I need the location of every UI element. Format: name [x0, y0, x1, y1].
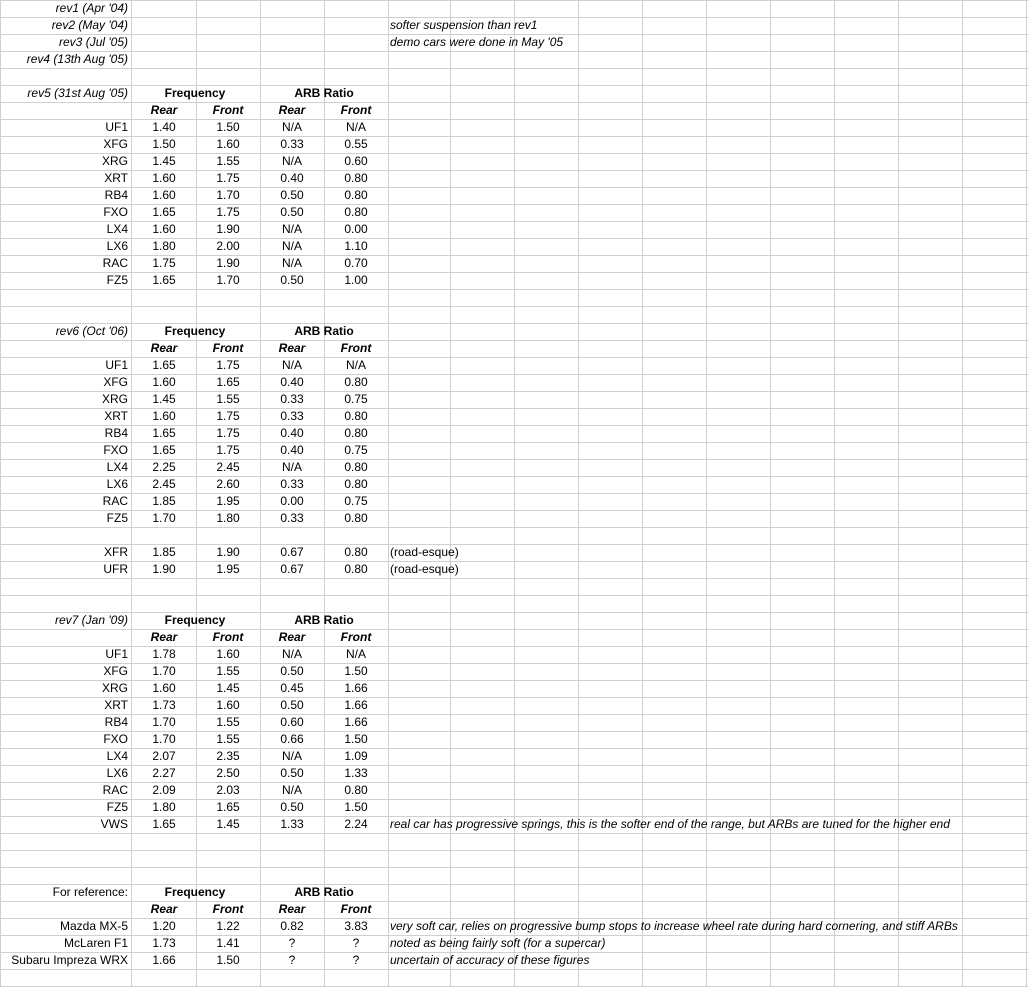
arb-rear[interactable]: N/A: [281, 783, 302, 797]
frequency-rear[interactable]: 1.70: [152, 664, 176, 678]
frequency-front[interactable]: 1.60: [216, 647, 240, 661]
arb-rear[interactable]: 0.67: [280, 562, 304, 576]
arb-front[interactable]: 0.70: [344, 256, 368, 270]
frequency-rear[interactable]: 1.78: [152, 647, 176, 661]
car-note[interactable]: noted as being fairly soft (for a supercar): [390, 936, 606, 950]
sheet-row: [0, 612, 1028, 629]
car-name[interactable]: Subaru Impreza WRX: [11, 953, 128, 967]
frequency-front-header[interactable]: Front: [212, 902, 244, 916]
arb-rear[interactable]: 0.33: [280, 137, 304, 151]
revision-label[interactable]: rev4 (13th Aug '05): [26, 52, 128, 66]
arb-rear[interactable]: N/A: [281, 460, 302, 474]
arb-front[interactable]: 1.10: [344, 239, 368, 253]
frequency-rear[interactable]: 1.66: [152, 953, 176, 967]
arb-front[interactable]: 0.75: [344, 443, 368, 457]
frequency-rear[interactable]: 1.65: [152, 358, 176, 372]
arb-rear[interactable]: 0.50: [280, 188, 304, 202]
arb-front-header[interactable]: Front: [340, 902, 372, 916]
frequency-rear[interactable]: 1.70: [152, 732, 176, 746]
arb-rear[interactable]: ?: [288, 953, 296, 967]
sheet-row: [0, 714, 1028, 731]
car-name[interactable]: RAC: [102, 256, 128, 270]
arb-rear-header[interactable]: Rear: [278, 103, 306, 117]
car-name[interactable]: XRT: [104, 409, 128, 423]
arb-front[interactable]: N/A: [345, 358, 366, 372]
car-name[interactable]: LX6: [106, 239, 128, 253]
arb-rear[interactable]: 0.40: [280, 171, 304, 185]
car-name[interactable]: FZ5: [106, 800, 128, 814]
frequency-front[interactable]: 1.45: [216, 817, 240, 831]
arb-front[interactable]: 0.80: [344, 460, 368, 474]
frequency-front[interactable]: 2.60: [216, 477, 240, 491]
frequency-front-header[interactable]: Front: [212, 341, 244, 355]
sheet-row: [0, 102, 1028, 119]
arb-rear[interactable]: 0.67: [280, 545, 304, 559]
arb-rear[interactable]: 0.33: [280, 409, 304, 423]
arb-rear[interactable]: 0.66: [280, 732, 304, 746]
frequency-header[interactable]: Frequency: [164, 324, 226, 338]
arb-rear[interactable]: N/A: [281, 120, 302, 134]
car-name[interactable]: XFR: [104, 545, 128, 559]
arb-rear[interactable]: ?: [288, 936, 296, 950]
arb-front[interactable]: 0.00: [344, 222, 368, 236]
frequency-front[interactable]: 1.55: [216, 664, 240, 678]
frequency-rear[interactable]: 1.73: [152, 936, 176, 950]
frequency-front[interactable]: 1.65: [216, 800, 240, 814]
car-name[interactable]: UF1: [105, 647, 128, 661]
section-label[interactable]: For reference:: [52, 885, 128, 899]
frequency-front[interactable]: 1.60: [216, 698, 240, 712]
frequency-rear[interactable]: 2.25: [152, 460, 176, 474]
arb-front[interactable]: 1.50: [344, 800, 368, 814]
frequency-rear[interactable]: 1.70: [152, 715, 176, 729]
frequency-front[interactable]: 1.70: [216, 188, 240, 202]
revision-note[interactable]: demo cars were done in May '05: [390, 35, 564, 49]
frequency-front[interactable]: 1.95: [216, 494, 240, 508]
sheet-row: [0, 408, 1028, 425]
arb-rear[interactable]: 0.60: [280, 715, 304, 729]
frequency-front[interactable]: 2.50: [216, 766, 240, 780]
arb-front[interactable]: 1.50: [344, 732, 368, 746]
section-label[interactable]: rev5 (31st Aug '05): [27, 86, 128, 100]
frequency-rear[interactable]: 1.60: [152, 375, 176, 389]
frequency-front[interactable]: 1.60: [216, 137, 240, 151]
arb-front[interactable]: 0.80: [344, 783, 368, 797]
car-name[interactable]: XFG: [103, 664, 128, 678]
frequency-front[interactable]: 1.45: [216, 681, 240, 695]
frequency-rear-header[interactable]: Rear: [150, 341, 178, 355]
car-note[interactable]: uncertain of accuracy of these figures: [390, 953, 590, 967]
car-name[interactable]: FXO: [103, 732, 128, 746]
sheet-row: [0, 204, 1028, 221]
sheet-row: [0, 391, 1028, 408]
arb-front[interactable]: 0.80: [344, 409, 368, 423]
arb-rear[interactable]: 1.33: [280, 817, 304, 831]
arb-rear[interactable]: 0.00: [280, 494, 304, 508]
frequency-front-header[interactable]: Front: [212, 103, 244, 117]
arb-rear[interactable]: 0.50: [280, 800, 304, 814]
arb-ratio-header[interactable]: ARB Ratio: [294, 613, 354, 627]
arb-front[interactable]: 0.80: [344, 188, 368, 202]
arb-ratio-header[interactable]: ARB Ratio: [294, 324, 354, 338]
frequency-rear[interactable]: 1.40: [152, 120, 176, 134]
sheet-row: [0, 51, 1028, 68]
arb-front[interactable]: 3.83: [344, 919, 368, 933]
arb-rear[interactable]: 0.82: [280, 919, 304, 933]
car-name[interactable]: McLaren F1: [63, 936, 128, 950]
sheet-row: [0, 272, 1028, 289]
arb-front[interactable]: 1.66: [344, 681, 368, 695]
car-name[interactable]: LX4: [106, 749, 128, 763]
arb-front[interactable]: 0.80: [344, 477, 368, 491]
frequency-front[interactable]: 1.55: [216, 154, 240, 168]
frequency-rear[interactable]: 1.90: [152, 562, 176, 576]
frequency-rear[interactable]: 1.60: [152, 681, 176, 695]
frequency-front[interactable]: 2.45: [216, 460, 240, 474]
sheet-row: [0, 442, 1028, 459]
sheet-row: [0, 510, 1028, 527]
car-name[interactable]: FZ5: [106, 273, 128, 287]
frequency-rear[interactable]: 1.50: [152, 137, 176, 151]
car-note[interactable]: (road-esque): [390, 545, 459, 559]
revision-label[interactable]: rev3 (Jul '05): [59, 35, 128, 49]
sheet-row: [0, 816, 1028, 833]
frequency-front[interactable]: 1.50: [216, 953, 240, 967]
frequency-front[interactable]: 1.75: [216, 443, 240, 457]
frequency-rear-header[interactable]: Rear: [150, 630, 178, 644]
arb-rear[interactable]: 0.50: [280, 698, 304, 712]
arb-rear[interactable]: 0.40: [280, 375, 304, 389]
frequency-rear[interactable]: 1.75: [152, 256, 176, 270]
section-label[interactable]: rev7 (Jan '09): [55, 613, 128, 627]
sheet-row: [0, 663, 1028, 680]
sheet-row: [0, 34, 1028, 51]
arb-rear[interactable]: 0.45: [280, 681, 304, 695]
frequency-front[interactable]: 1.90: [216, 222, 240, 236]
car-name[interactable]: XRT: [104, 171, 128, 185]
frequency-rear[interactable]: 1.80: [152, 239, 176, 253]
sheet-row: [0, 374, 1028, 391]
sheet-row: [0, 646, 1028, 663]
sheet-row: [0, 731, 1028, 748]
car-name[interactable]: RB4: [104, 715, 128, 729]
frequency-front[interactable]: 2.35: [216, 749, 240, 763]
arb-rear[interactable]: N/A: [281, 358, 302, 372]
arb-front[interactable]: 0.80: [344, 511, 368, 525]
arb-front[interactable]: 0.80: [344, 426, 368, 440]
car-name[interactable]: LX6: [106, 766, 128, 780]
arb-front[interactable]: 0.80: [344, 375, 368, 389]
arb-front[interactable]: 1.09: [344, 749, 368, 763]
arb-front-header[interactable]: Front: [340, 103, 372, 117]
arb-front[interactable]: N/A: [345, 120, 366, 134]
car-name[interactable]: FXO: [103, 443, 128, 457]
sheet-row: [0, 680, 1028, 697]
arb-rear[interactable]: 0.50: [280, 205, 304, 219]
car-name[interactable]: UF1: [105, 358, 128, 372]
frequency-rear[interactable]: 2.09: [152, 783, 176, 797]
sheet-row: [0, 765, 1028, 782]
section-label[interactable]: rev6 (Oct '06): [55, 324, 128, 338]
frequency-front[interactable]: 1.75: [216, 171, 240, 185]
arb-rear[interactable]: 0.33: [280, 477, 304, 491]
sheet-row: [0, 17, 1028, 34]
sheet-row: [0, 136, 1028, 153]
frequency-rear-header[interactable]: Rear: [150, 103, 178, 117]
sheet-row: [0, 119, 1028, 136]
arb-front[interactable]: 0.80: [344, 205, 368, 219]
car-name[interactable]: RAC: [102, 783, 128, 797]
arb-front[interactable]: 0.75: [344, 494, 368, 508]
sheet-row: [0, 901, 1028, 918]
frequency-rear[interactable]: 1.65: [152, 273, 176, 287]
sheet-row: [0, 799, 1028, 816]
arb-front[interactable]: 0.75: [344, 392, 368, 406]
sheet-row: [0, 0, 1028, 17]
frequency-front[interactable]: 1.90: [216, 256, 240, 270]
car-name[interactable]: XFG: [103, 375, 128, 389]
arb-front[interactable]: 0.55: [344, 137, 368, 151]
arb-rear[interactable]: 0.50: [280, 273, 304, 287]
frequency-rear[interactable]: 1.65: [152, 426, 176, 440]
arb-front[interactable]: 1.66: [344, 715, 368, 729]
frequency-front[interactable]: 2.00: [216, 239, 240, 253]
arb-rear-header[interactable]: Rear: [278, 630, 306, 644]
car-name[interactable]: RB4: [104, 426, 128, 440]
frequency-front[interactable]: 1.75: [216, 426, 240, 440]
arb-front-header[interactable]: Front: [340, 341, 372, 355]
sheet-row: [0, 561, 1028, 578]
frequency-front[interactable]: 1.55: [216, 392, 240, 406]
frequency-rear[interactable]: 1.70: [152, 511, 176, 525]
frequency-front[interactable]: 1.50: [216, 120, 240, 134]
sheet-row: [0, 425, 1028, 442]
car-note[interactable]: very soft car, relies on progressive bump stops to increase wheel rate during hard cornering, and stiff ARBs: [390, 919, 958, 933]
sheet-row: [0, 935, 1028, 952]
car-name[interactable]: LX6: [106, 477, 128, 491]
sheet-row: [0, 697, 1028, 714]
revision-label[interactable]: rev2 (May '04): [51, 18, 128, 32]
sheet-row: [0, 544, 1028, 561]
sheet-row: [0, 238, 1028, 255]
frequency-front[interactable]: 1.41: [216, 936, 240, 950]
car-name[interactable]: XRG: [101, 392, 128, 406]
frequency-rear[interactable]: 1.45: [152, 392, 176, 406]
car-name[interactable]: XRT: [104, 698, 128, 712]
frequency-front-header[interactable]: Front: [212, 630, 244, 644]
frequency-rear[interactable]: 1.60: [152, 409, 176, 423]
arb-front[interactable]: 0.80: [344, 562, 368, 576]
frequency-rear[interactable]: 2.27: [152, 766, 176, 780]
frequency-rear[interactable]: 1.65: [152, 817, 176, 831]
arb-rear[interactable]: 0.33: [280, 392, 304, 406]
car-name[interactable]: VWS: [100, 817, 128, 831]
frequency-rear[interactable]: 1.85: [152, 545, 176, 559]
sheet-row: [0, 170, 1028, 187]
sheet-row: [0, 918, 1028, 935]
sheet-row: [0, 748, 1028, 765]
frequency-rear[interactable]: 1.60: [152, 188, 176, 202]
frequency-rear-header[interactable]: Rear: [150, 902, 178, 916]
car-name[interactable]: FZ5: [106, 511, 128, 525]
frequency-front[interactable]: 1.70: [216, 273, 240, 287]
sheet-row: [0, 357, 1028, 374]
arb-front[interactable]: ?: [352, 953, 360, 967]
frequency-rear[interactable]: 1.65: [152, 443, 176, 457]
sheet-row: [0, 782, 1028, 799]
sheet-row: [0, 187, 1028, 204]
arb-rear[interactable]: 0.40: [280, 443, 304, 457]
revision-label[interactable]: rev1 (Apr '04): [55, 1, 128, 15]
sheet-row: [0, 85, 1028, 102]
arb-rear-header[interactable]: Rear: [278, 341, 306, 355]
sheet-row: [0, 493, 1028, 510]
frequency-rear[interactable]: 1.85: [152, 494, 176, 508]
arb-rear[interactable]: N/A: [281, 749, 302, 763]
arb-front[interactable]: 1.33: [344, 766, 368, 780]
car-note[interactable]: real car has progressive springs, this is the softer end of the range, but ARBs are tuned for the higher end: [390, 817, 950, 831]
sheet-row: [0, 952, 1028, 969]
frequency-rear[interactable]: 1.20: [152, 919, 176, 933]
car-note[interactable]: (road-esque): [390, 562, 459, 576]
frequency-rear[interactable]: 1.73: [152, 698, 176, 712]
frequency-rear[interactable]: 2.07: [152, 749, 176, 763]
frequency-header[interactable]: Frequency: [164, 613, 226, 627]
frequency-rear[interactable]: 1.60: [152, 171, 176, 185]
frequency-front[interactable]: 2.03: [216, 783, 240, 797]
arb-front[interactable]: 0.80: [344, 171, 368, 185]
arb-rear[interactable]: 0.33: [280, 511, 304, 525]
frequency-front[interactable]: 1.75: [216, 205, 240, 219]
sheet-row: [0, 221, 1028, 238]
arb-front[interactable]: 2.24: [344, 817, 368, 831]
arb-rear[interactable]: 0.40: [280, 426, 304, 440]
frequency-front[interactable]: 1.75: [216, 358, 240, 372]
arb-front-header[interactable]: Front: [340, 630, 372, 644]
frequency-rear[interactable]: 1.60: [152, 222, 176, 236]
sheet-row: [0, 476, 1028, 493]
arb-front[interactable]: N/A: [345, 647, 366, 661]
car-name[interactable]: Mazda MX-5: [59, 919, 128, 933]
frequency-front[interactable]: 1.55: [216, 715, 240, 729]
frequency-rear[interactable]: 1.80: [152, 800, 176, 814]
sheet-row: [0, 255, 1028, 272]
sheet-row: [0, 629, 1028, 646]
arb-rear[interactable]: N/A: [281, 222, 302, 236]
car-name[interactable]: XFG: [103, 137, 128, 151]
arb-rear[interactable]: N/A: [281, 154, 302, 168]
car-name[interactable]: RB4: [104, 188, 128, 202]
arb-front[interactable]: 1.66: [344, 698, 368, 712]
frequency-rear[interactable]: 1.45: [152, 154, 176, 168]
arb-rear[interactable]: N/A: [281, 239, 302, 253]
arb-rear[interactable]: 0.50: [280, 664, 304, 678]
arb-rear[interactable]: N/A: [281, 647, 302, 661]
arb-front[interactable]: 1.00: [344, 273, 368, 287]
car-name[interactable]: LX4: [106, 460, 128, 474]
car-name[interactable]: XRG: [101, 681, 128, 695]
frequency-front[interactable]: 1.55: [216, 732, 240, 746]
sheet-row: [0, 459, 1028, 476]
arb-rear[interactable]: 0.50: [280, 766, 304, 780]
frequency-rear[interactable]: 2.45: [152, 477, 176, 491]
frequency-header[interactable]: Frequency: [164, 885, 226, 899]
arb-rear-header[interactable]: Rear: [278, 902, 306, 916]
frequency-front[interactable]: 1.75: [216, 409, 240, 423]
car-name[interactable]: UFR: [103, 562, 128, 576]
frequency-front[interactable]: 1.65: [216, 375, 240, 389]
arb-ratio-header[interactable]: ARB Ratio: [294, 86, 354, 100]
arb-rear[interactable]: N/A: [281, 256, 302, 270]
frequency-rear[interactable]: 1.65: [152, 205, 176, 219]
sheet-row: [0, 153, 1028, 170]
car-name[interactable]: UF1: [105, 120, 128, 134]
frequency-header[interactable]: Frequency: [164, 86, 226, 100]
frequency-front[interactable]: 1.80: [216, 511, 240, 525]
car-name[interactable]: XRG: [101, 154, 128, 168]
sheet-row: [0, 323, 1028, 340]
arb-front[interactable]: 0.60: [344, 154, 368, 168]
arb-front[interactable]: ?: [352, 936, 360, 950]
frequency-front[interactable]: 1.90: [216, 545, 240, 559]
sheet-row: [0, 340, 1028, 357]
frequency-front[interactable]: 1.22: [216, 919, 240, 933]
arb-ratio-header[interactable]: ARB Ratio: [294, 885, 354, 899]
arb-front[interactable]: 1.50: [344, 664, 368, 678]
arb-front[interactable]: 0.80: [344, 545, 368, 559]
car-name[interactable]: LX4: [106, 222, 128, 236]
sheet-row: [0, 884, 1028, 901]
revision-note[interactable]: softer suspension than rev1: [390, 18, 538, 32]
car-name[interactable]: FXO: [103, 205, 128, 219]
frequency-front[interactable]: 1.95: [216, 562, 240, 576]
car-name[interactable]: RAC: [102, 494, 128, 508]
